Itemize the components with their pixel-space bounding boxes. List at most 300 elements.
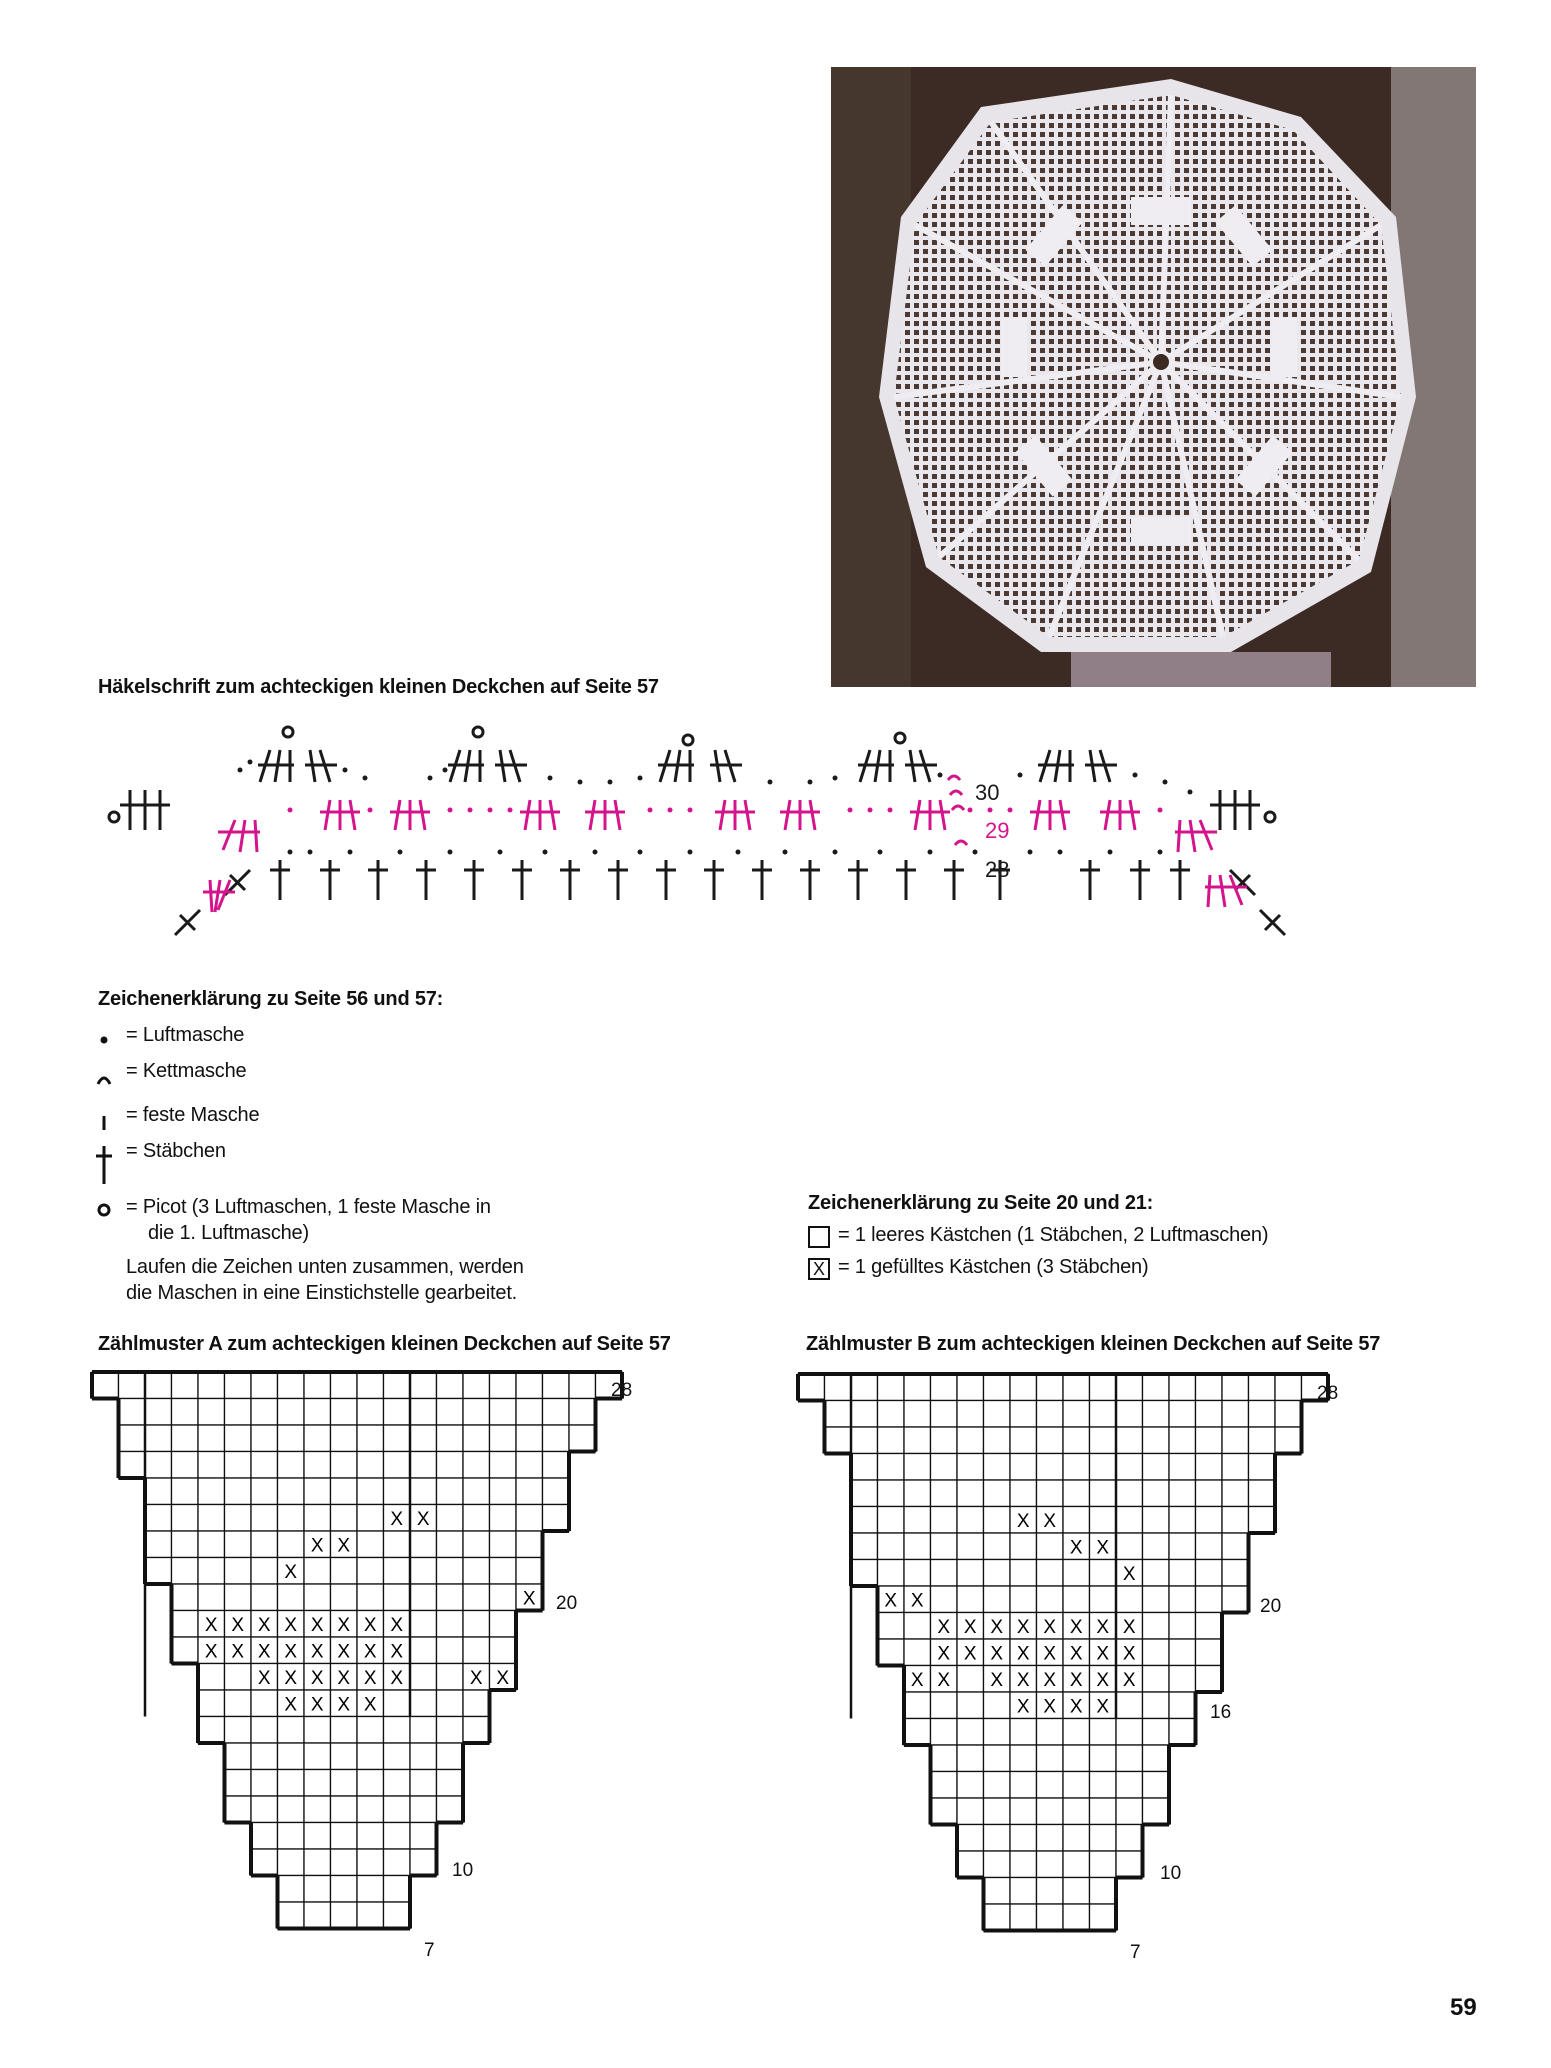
pattern-b-cell xyxy=(878,1454,905,1481)
pattern-a-filled-mark: X xyxy=(257,1641,271,1663)
pattern-b-cell xyxy=(984,1560,1011,1587)
pattern-a-cell xyxy=(145,1478,172,1505)
slip-stitch-arc-icon xyxy=(92,1066,116,1090)
pattern-a-cell xyxy=(331,1849,358,1876)
pattern-b-cell xyxy=(1116,1454,1143,1481)
pattern-a-cell xyxy=(437,1399,464,1426)
pattern-b-cell xyxy=(1037,1798,1064,1825)
pattern-a-cell xyxy=(172,1425,199,1452)
pattern-a-cell xyxy=(357,1902,384,1929)
pattern-a-cell xyxy=(331,1743,358,1770)
pattern-a-cell xyxy=(384,1743,411,1770)
pattern-b-cell xyxy=(1090,1401,1117,1428)
pattern-b-cell xyxy=(984,1454,1011,1481)
pattern-b-cell xyxy=(1249,1454,1276,1481)
pattern-b-cell xyxy=(1222,1586,1249,1613)
pattern-b-cell xyxy=(1196,1401,1223,1428)
pattern-b-cell xyxy=(878,1401,905,1428)
pattern-b-cell xyxy=(1010,1401,1037,1428)
pattern-a-cell xyxy=(198,1478,225,1505)
pattern-b-cell xyxy=(1010,1878,1037,1905)
pattern-a-cell xyxy=(331,1796,358,1823)
pattern-a-cell xyxy=(198,1584,225,1611)
pattern-b-cell xyxy=(1116,1374,1143,1401)
pattern-b-filled-mark: X xyxy=(1043,1511,1057,1533)
pattern-b-cell xyxy=(931,1692,958,1719)
pattern-a-cell xyxy=(410,1796,437,1823)
pattern-a-cell xyxy=(251,1584,278,1611)
pattern-a-cell xyxy=(437,1584,464,1611)
pattern-a-cell xyxy=(384,1531,411,1558)
pattern-b-cell xyxy=(957,1745,984,1772)
pattern-a-cell xyxy=(145,1425,172,1452)
pattern-a-cell xyxy=(437,1425,464,1452)
pattern-b-cell xyxy=(1037,1586,1064,1613)
legend-note-line1: Laufen die Zeichen unten zusammen, werden xyxy=(126,1256,524,1278)
pattern-b-cell xyxy=(1063,1427,1090,1454)
pattern-b-cell xyxy=(957,1586,984,1613)
pattern-b-cell xyxy=(957,1851,984,1878)
pattern-b-filled-mark: X xyxy=(1122,1643,1136,1665)
pattern-b-cell xyxy=(1275,1374,1302,1401)
pattern-a-cell xyxy=(410,1849,437,1876)
pattern-b-cell xyxy=(931,1586,958,1613)
pattern-a-cell xyxy=(278,1902,305,1929)
pattern-b-cell xyxy=(1116,1745,1143,1772)
pattern-a-cell xyxy=(198,1425,225,1452)
pattern-b-cell xyxy=(904,1507,931,1534)
pattern-b-cell xyxy=(1090,1427,1117,1454)
pattern-b-cell xyxy=(1090,1825,1117,1852)
pattern-a-cell xyxy=(225,1399,252,1426)
pattern-a-cell xyxy=(304,1902,331,1929)
pattern-b-cell xyxy=(904,1533,931,1560)
pattern-a-cell xyxy=(198,1558,225,1585)
pattern-b-cell xyxy=(904,1692,931,1719)
pattern-a-cell xyxy=(463,1611,490,1638)
pattern-a-cell xyxy=(569,1425,596,1452)
pattern-a-cell xyxy=(172,1558,199,1585)
pattern-a-cell xyxy=(278,1478,305,1505)
pattern-b-cell xyxy=(1010,1904,1037,1931)
pattern-a-cell xyxy=(145,1399,172,1426)
pattern-b-cell xyxy=(1010,1454,1037,1481)
pattern-a-filled-mark: X xyxy=(337,1615,351,1637)
filled-box-icon: X xyxy=(808,1258,830,1280)
pattern-a-cell xyxy=(410,1531,437,1558)
pattern-a-cell xyxy=(278,1770,305,1797)
pattern-a-cell xyxy=(357,1478,384,1505)
pattern-b-cell xyxy=(1010,1533,1037,1560)
pattern-b-cell xyxy=(904,1427,931,1454)
pattern-b-cell xyxy=(1037,1454,1064,1481)
pattern-b-cell xyxy=(1196,1454,1223,1481)
legend-20-21 xyxy=(808,1224,1368,1288)
pattern-b-cell xyxy=(1010,1719,1037,1746)
pattern-b-cell xyxy=(931,1745,958,1772)
pattern-a-cell xyxy=(304,1770,331,1797)
pattern-b-cell xyxy=(1169,1374,1196,1401)
pattern-a-cell xyxy=(490,1478,517,1505)
pattern-b-cell xyxy=(825,1401,852,1428)
pattern-b-cell xyxy=(1143,1692,1170,1719)
pattern-a-cell xyxy=(119,1399,146,1426)
pattern-b-cell xyxy=(851,1401,878,1428)
doily-illustration xyxy=(831,67,1476,687)
pattern-a-cell xyxy=(543,1452,570,1479)
pattern-a-cell xyxy=(251,1478,278,1505)
pattern-a-cell xyxy=(172,1611,199,1638)
pattern-b-cell xyxy=(1222,1507,1249,1534)
pattern-b-cell xyxy=(984,1772,1011,1799)
pattern-a-cell xyxy=(410,1637,437,1664)
pattern-b-cell xyxy=(1222,1374,1249,1401)
pattern-b-cell xyxy=(1037,1772,1064,1799)
pattern-b-filled-mark: X xyxy=(1016,1670,1030,1692)
pattern-b-cell xyxy=(851,1454,878,1481)
pattern-b-cell xyxy=(957,1480,984,1507)
pattern-b-cell xyxy=(1010,1798,1037,1825)
pattern-a-cell xyxy=(410,1690,437,1717)
pattern-a-filled-mark: X xyxy=(337,1641,351,1663)
pattern-b-filled-mark: X xyxy=(1016,1511,1030,1533)
pattern-a-cell xyxy=(225,1664,252,1691)
pattern-b-grid xyxy=(796,1372,1396,1972)
pattern-a-cell xyxy=(463,1478,490,1505)
pattern-a-cell xyxy=(490,1505,517,1532)
pattern-b-cell xyxy=(1037,1745,1064,1772)
pattern-b-filled-mark: X xyxy=(1016,1643,1030,1665)
pattern-a-cell xyxy=(463,1717,490,1744)
pattern-b-cell xyxy=(1090,1719,1117,1746)
pattern-a-cell xyxy=(278,1584,305,1611)
pattern-b-cell xyxy=(1063,1719,1090,1746)
pattern-a-cell xyxy=(357,1770,384,1797)
pattern-a-cell xyxy=(490,1531,517,1558)
legend-text-chain: = Luftmasche xyxy=(126,1024,245,1046)
pattern-b-cell xyxy=(931,1560,958,1587)
pattern-a-cell xyxy=(410,1372,437,1399)
pattern-b-cell xyxy=(825,1427,852,1454)
pattern-b-cell xyxy=(1169,1480,1196,1507)
pattern-b-cell xyxy=(878,1639,905,1666)
pattern-b-cell xyxy=(1037,1401,1064,1428)
pattern-b-filled-mark: X xyxy=(937,1670,951,1692)
pattern-a-cell xyxy=(516,1372,543,1399)
pattern-a-cell xyxy=(172,1637,199,1664)
pattern-b-filled-mark: X xyxy=(1069,1696,1083,1718)
double-crochet-cross-icon xyxy=(92,1144,116,1188)
pattern-b-cell xyxy=(1143,1745,1170,1772)
pattern-a-row-label-28: 28 xyxy=(611,1380,633,1401)
pattern-a-cell xyxy=(331,1770,358,1797)
pattern-a-cell xyxy=(225,1717,252,1744)
pattern-b-cell xyxy=(1143,1507,1170,1534)
pattern-b-cell xyxy=(1169,1401,1196,1428)
pattern-b-cell xyxy=(904,1454,931,1481)
pattern-a-filled-mark: X xyxy=(284,1694,298,1716)
row-30-picots xyxy=(109,727,1275,822)
pattern-a-filled-mark: X xyxy=(363,1694,377,1716)
pattern-b-cell xyxy=(904,1639,931,1666)
pattern-b-cell xyxy=(1196,1374,1223,1401)
pattern-a-cell xyxy=(251,1399,278,1426)
pattern-a-cell xyxy=(304,1452,331,1479)
pattern-a-cell xyxy=(172,1452,199,1479)
pattern-b-filled-mark: X xyxy=(1122,1617,1136,1639)
pattern-b-cell xyxy=(1116,1401,1143,1428)
pattern-a-cell xyxy=(225,1743,252,1770)
pattern-a-cell xyxy=(251,1743,278,1770)
pattern-b-cell xyxy=(1169,1639,1196,1666)
pattern-a-cell xyxy=(172,1584,199,1611)
pattern-a-cell xyxy=(251,1849,278,1876)
pattern-b-cell xyxy=(957,1772,984,1799)
pattern-a-cell xyxy=(516,1478,543,1505)
pattern-b-cell xyxy=(1169,1533,1196,1560)
pattern-b-cell xyxy=(931,1374,958,1401)
pattern-b-cell xyxy=(878,1507,905,1534)
pattern-b-cell xyxy=(1063,1904,1090,1931)
pattern-a-filled-mark: X xyxy=(284,1562,298,1584)
pattern-b-filled-mark: X xyxy=(910,1670,924,1692)
pattern-b-cell xyxy=(1116,1851,1143,1878)
pattern-a-cell xyxy=(278,1425,305,1452)
legend-text-picot-line2: die 1. Luftmasche) xyxy=(148,1222,309,1244)
pattern-b-cell xyxy=(1037,1374,1064,1401)
pattern-b-cell xyxy=(1143,1586,1170,1613)
pattern-b-cell xyxy=(1143,1613,1170,1640)
pattern-b-cell xyxy=(1275,1401,1302,1428)
pattern-a-row-label-7: 7 xyxy=(424,1940,435,1961)
pattern-a-cell xyxy=(331,1372,358,1399)
pattern-b-cell xyxy=(957,1692,984,1719)
pattern-a-cell xyxy=(357,1717,384,1744)
pattern-b-cell xyxy=(984,1825,1011,1852)
pattern-b-cell xyxy=(1169,1427,1196,1454)
pattern-b-cell xyxy=(931,1772,958,1799)
pattern-b-cell xyxy=(1196,1427,1223,1454)
pattern-b-cell xyxy=(1116,1798,1143,1825)
pattern-a-cell xyxy=(172,1399,199,1426)
pattern-b-cell xyxy=(1116,1427,1143,1454)
pattern-a-cell xyxy=(225,1558,252,1585)
pattern-b-cell xyxy=(1196,1560,1223,1587)
pattern-a-cell xyxy=(198,1399,225,1426)
pattern-a-cell xyxy=(490,1558,517,1585)
pattern-a-cell xyxy=(304,1558,331,1585)
legend-20-21-heading: Zeichenerklärung zu Seite 20 und 21: xyxy=(808,1192,1154,1214)
page-number: 59 xyxy=(1450,1994,1477,2021)
pattern-b-cell xyxy=(1037,1560,1064,1587)
pattern-a-cell xyxy=(331,1717,358,1744)
empty-box-icon xyxy=(808,1226,830,1248)
chain-stitch-dot-icon xyxy=(92,1028,116,1052)
pattern-b-cell xyxy=(904,1560,931,1587)
pattern-a-cell xyxy=(384,1876,411,1903)
pattern-a-cell xyxy=(357,1452,384,1479)
pattern-b-cell xyxy=(931,1454,958,1481)
pattern-a-cell xyxy=(410,1743,437,1770)
pattern-b-cell xyxy=(904,1719,931,1746)
pattern-a-filled-mark: X xyxy=(337,1535,351,1557)
pattern-a-cell xyxy=(198,1531,225,1558)
pattern-a-filled-mark: X xyxy=(310,1694,324,1716)
pattern-b-cell xyxy=(1143,1454,1170,1481)
pattern-b-cell xyxy=(957,1507,984,1534)
pattern-a-cell xyxy=(198,1664,225,1691)
pattern-b-cell xyxy=(904,1401,931,1428)
pattern-b-cell xyxy=(1090,1374,1117,1401)
pattern-a-cell xyxy=(331,1399,358,1426)
pattern-a-cell xyxy=(569,1399,596,1426)
pattern-b-cell xyxy=(904,1613,931,1640)
single-crochet-bar-icon xyxy=(92,1110,116,1134)
pattern-a-cell xyxy=(384,1584,411,1611)
pattern-a-cell xyxy=(384,1823,411,1850)
pattern-a-cell xyxy=(225,1690,252,1717)
pattern-a-cell xyxy=(357,1505,384,1532)
pattern-b-cell xyxy=(1010,1374,1037,1401)
pattern-b-cell xyxy=(851,1374,878,1401)
pattern-b-cell xyxy=(1116,1586,1143,1613)
pattern-b-cell xyxy=(851,1533,878,1560)
pattern-b-cell xyxy=(984,1374,1011,1401)
pattern-a-cell xyxy=(437,1743,464,1770)
pattern-a-cell xyxy=(278,1372,305,1399)
pattern-a-cell xyxy=(384,1452,411,1479)
pattern-b-cell xyxy=(1249,1401,1276,1428)
pattern-a-cell xyxy=(278,1876,305,1903)
pattern-a-cell xyxy=(410,1823,437,1850)
pattern-a-filled-mark: X xyxy=(204,1615,218,1637)
pattern-b-cell xyxy=(825,1374,852,1401)
pattern-b-cell xyxy=(851,1560,878,1587)
pattern-a-cell xyxy=(251,1823,278,1850)
pattern-b-cell xyxy=(1090,1851,1117,1878)
pattern-b-cell xyxy=(1090,1586,1117,1613)
pattern-b-cell xyxy=(957,1825,984,1852)
pattern-b-filled-mark: X xyxy=(1069,1537,1083,1559)
pattern-b-cell xyxy=(931,1533,958,1560)
pattern-a-cell xyxy=(331,1558,358,1585)
pattern-a-cell xyxy=(410,1717,437,1744)
pattern-a-cell xyxy=(331,1876,358,1903)
pattern-a-cell xyxy=(92,1372,119,1399)
pattern-b-cell xyxy=(1116,1480,1143,1507)
pattern-b-cell xyxy=(1222,1454,1249,1481)
pattern-b-cell xyxy=(1090,1454,1117,1481)
pattern-b-cell xyxy=(1116,1533,1143,1560)
pattern-a-cell xyxy=(251,1717,278,1744)
row-28-chains xyxy=(288,850,1163,855)
pattern-b-cell xyxy=(984,1851,1011,1878)
pattern-a-filled-mark: X xyxy=(363,1668,377,1690)
row-28-stitches xyxy=(175,860,1285,935)
crochet-chart-heading: Häkelschrift zum achteckigen kleinen Deckchen auf Seite 57 xyxy=(98,676,659,698)
pattern-b-cell xyxy=(1090,1560,1117,1587)
pattern-a-cell xyxy=(437,1637,464,1664)
pattern-b-cell xyxy=(1090,1480,1117,1507)
pattern-b-cell xyxy=(1249,1480,1276,1507)
pattern-a-cell xyxy=(278,1849,305,1876)
pattern-a-filled-mark: X xyxy=(390,1509,404,1531)
pattern-b-cell xyxy=(878,1374,905,1401)
pattern-a-cell xyxy=(304,1849,331,1876)
pattern-a-filled-mark: X xyxy=(310,1615,324,1637)
pattern-a-cell xyxy=(225,1531,252,1558)
pattern-a-cell xyxy=(516,1399,543,1426)
pattern-a-cell xyxy=(251,1770,278,1797)
pattern-a-filled-mark: X xyxy=(310,1668,324,1690)
pattern-a-filled-mark: X xyxy=(284,1668,298,1690)
pattern-a-cell xyxy=(278,1717,305,1744)
pattern-a-cell xyxy=(119,1372,146,1399)
pattern-b-filled-mark: X xyxy=(963,1643,977,1665)
pattern-a-cell xyxy=(516,1452,543,1479)
pattern-b-cell xyxy=(957,1374,984,1401)
pattern-b-cell xyxy=(1196,1507,1223,1534)
pattern-b-filled-mark: X xyxy=(1069,1643,1083,1665)
pattern-b-cell xyxy=(1169,1586,1196,1613)
pattern-b-filled-mark: X xyxy=(1016,1617,1030,1639)
pattern-b-cell xyxy=(1010,1851,1037,1878)
pattern-b-filled-mark: X xyxy=(1043,1670,1057,1692)
pattern-a-cell xyxy=(357,1425,384,1452)
pattern-b-cell xyxy=(878,1533,905,1560)
pattern-b-cell xyxy=(1196,1480,1223,1507)
pattern-a-cell xyxy=(490,1637,517,1664)
pattern-b-heading: Zählmuster B zum achteckigen kleinen Deckchen auf Seite 57 xyxy=(806,1333,1381,1355)
pattern-a-filled-mark: X xyxy=(337,1694,351,1716)
pattern-a-cell xyxy=(437,1505,464,1532)
doily-photo xyxy=(831,67,1476,687)
pattern-b-cell xyxy=(957,1560,984,1587)
pattern-a-cell xyxy=(145,1452,172,1479)
pattern-b-cell xyxy=(931,1427,958,1454)
pattern-b-cell xyxy=(1116,1825,1143,1852)
pattern-a-cell xyxy=(463,1637,490,1664)
pattern-b-cell xyxy=(1143,1401,1170,1428)
pattern-a-cell xyxy=(357,1584,384,1611)
pattern-a-cell xyxy=(384,1425,411,1452)
pattern-b-cell xyxy=(798,1374,825,1401)
pattern-a-cell xyxy=(543,1425,570,1452)
pattern-b-cell xyxy=(1063,1851,1090,1878)
pattern-b-cell xyxy=(851,1427,878,1454)
pattern-b-filled-mark: X xyxy=(1122,1670,1136,1692)
pattern-a-cell xyxy=(251,1425,278,1452)
pattern-b-cell xyxy=(1143,1772,1170,1799)
pattern-a-row-label-20: 20 xyxy=(556,1593,578,1614)
pattern-b-filled-mark: X xyxy=(1043,1643,1057,1665)
pattern-b-cell xyxy=(1010,1560,1037,1587)
pattern-a-cell xyxy=(437,1770,464,1797)
pattern-b-cell xyxy=(851,1507,878,1534)
pattern-a-cell xyxy=(384,1796,411,1823)
pattern-b-cell xyxy=(931,1480,958,1507)
pattern-b-filled-mark: X xyxy=(1043,1617,1057,1639)
pattern-a-row-label-10: 10 xyxy=(452,1860,474,1881)
pattern-a-cell xyxy=(331,1505,358,1532)
pattern-a-cell xyxy=(225,1505,252,1532)
pattern-a-cell xyxy=(543,1478,570,1505)
pattern-a-cell xyxy=(304,1823,331,1850)
pattern-a-filled-mark: X xyxy=(204,1641,218,1663)
pattern-a-cell xyxy=(437,1558,464,1585)
legend-text-empty-box: = 1 leeres Kästchen (1 Stäbchen, 2 Luftmaschen) xyxy=(838,1224,1269,1246)
pattern-a-cell xyxy=(251,1372,278,1399)
